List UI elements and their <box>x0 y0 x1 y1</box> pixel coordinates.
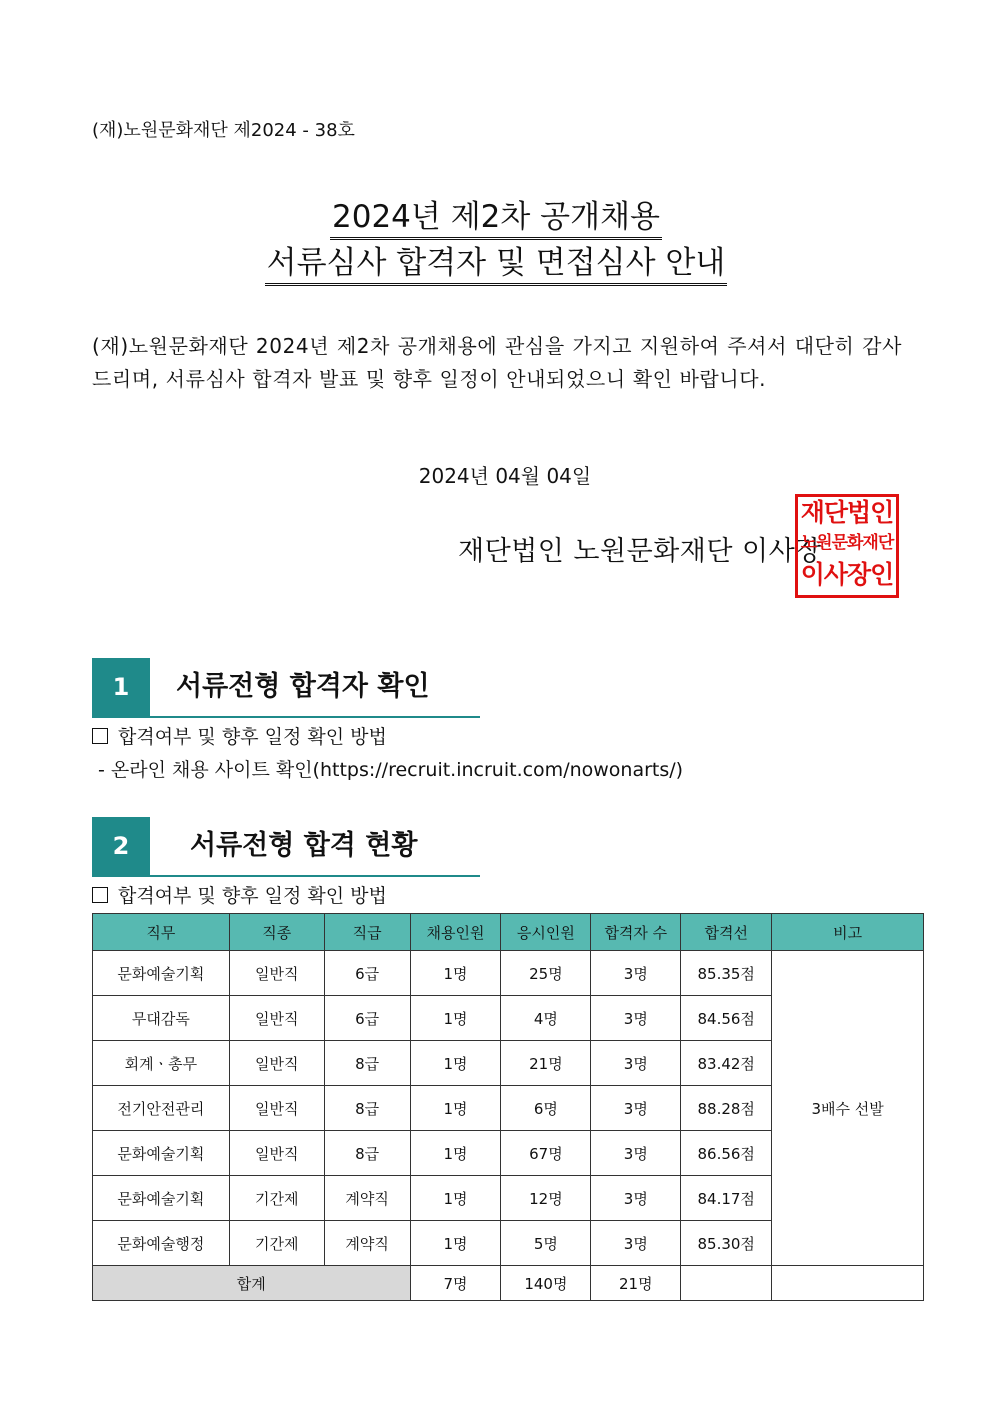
section-1-header <box>92 658 480 718</box>
table-total-row <box>93 1266 924 1301</box>
cell-hires: 1명 <box>410 1221 501 1266</box>
header-cell: 합격자 수 <box>591 914 681 951</box>
cell-job: 회계ㆍ총무 <box>93 1041 230 1086</box>
title-line-1-text: 2024년 제2차 공개채용 <box>330 198 662 240</box>
title-line-2 <box>0 244 992 286</box>
checkbox-square-icon <box>92 887 108 903</box>
title-line-2-text: 서류심사 합격자 및 면접심사 안내 <box>265 244 728 286</box>
cell-cutoff: 85.30점 <box>681 1221 772 1266</box>
cell-type: 일반직 <box>229 951 324 996</box>
cell-passed: 3명 <box>591 951 681 996</box>
cell-type: 일반직 <box>229 1086 324 1131</box>
cell-applicants: 6명 <box>501 1086 591 1131</box>
cell-passed: 3명 <box>591 1221 681 1266</box>
table-row <box>93 951 924 996</box>
document-number: (재)노원문화재단 제2024 - 38호 <box>92 120 355 141</box>
total-hires: 7명 <box>410 1266 501 1301</box>
body-paragraph: (재)노원문화재단 2024년 제2차 공개채용에 관심을 가지고 지원하여 주셔서 대단히 감사드리며, 서류심사 합격자 발표 및 향후 일정이 안내되었으니 확인 바랍니다. <box>92 334 902 391</box>
cell-passed: 3명 <box>591 996 681 1041</box>
cell-hires: 1명 <box>410 951 501 996</box>
title-line-1 <box>0 198 992 240</box>
cell-applicants: 67명 <box>501 1131 591 1176</box>
cell-hires: 1명 <box>410 1086 501 1131</box>
total-remark-empty <box>772 1266 924 1301</box>
section-1-item <box>92 722 387 749</box>
cell-grade: 6급 <box>324 996 410 1041</box>
cell-grade: 계약직 <box>324 1221 410 1266</box>
cell-hires: 1명 <box>410 1041 501 1086</box>
cell-cutoff: 88.28점 <box>681 1086 772 1131</box>
cell-type: 기간제 <box>229 1176 324 1221</box>
cell-grade: 8급 <box>324 1131 410 1176</box>
cell-hires: 1명 <box>410 1176 501 1221</box>
cell-applicants: 12명 <box>501 1176 591 1221</box>
total-label: 합계 <box>93 1266 411 1301</box>
cell-cutoff: 84.56점 <box>681 996 772 1041</box>
total-passed: 21명 <box>591 1266 681 1301</box>
section-2-title: 서류전형 합격 현황 <box>190 830 418 861</box>
cell-cutoff: 85.35점 <box>681 951 772 996</box>
cell-type: 일반직 <box>229 1131 324 1176</box>
cell-type: 기간제 <box>229 1221 324 1266</box>
cell-hires: 1명 <box>410 1131 501 1176</box>
section-2-item <box>92 881 387 908</box>
signatory: 재단법인 노원문화재단 이사장 <box>458 536 822 567</box>
cell-grade: 8급 <box>324 1041 410 1086</box>
cell-type: 일반직 <box>229 1041 324 1086</box>
header-cell: 직종 <box>229 914 324 951</box>
section-1-item-text: 합격여부 및 향후 일정 확인 방법 <box>118 726 387 748</box>
seal-line-3: 이사장인 <box>800 560 894 589</box>
section-2-header <box>92 817 480 877</box>
cell-cutoff: 84.17점 <box>681 1176 772 1221</box>
header-cell: 비고 <box>772 914 924 951</box>
cell-grade: 8급 <box>324 1086 410 1131</box>
section-1-number: 1 <box>92 658 150 716</box>
cell-applicants: 25명 <box>501 951 591 996</box>
cell-passed: 3명 <box>591 1041 681 1086</box>
section-2-number: 2 <box>92 817 150 875</box>
header-cell: 직급 <box>324 914 410 951</box>
header-cell: 응시인원 <box>501 914 591 951</box>
cell-job: 무대감독 <box>93 996 230 1041</box>
cell-passed: 3명 <box>591 1176 681 1221</box>
cell-grade: 계약직 <box>324 1176 410 1221</box>
header-cell: 합격선 <box>681 914 772 951</box>
cell-applicants: 5명 <box>501 1221 591 1266</box>
cell-passed: 3명 <box>591 1131 681 1176</box>
checkbox-square-icon <box>92 728 108 744</box>
seal-line-1: 재단법인 <box>800 498 894 527</box>
results-table <box>92 913 924 1301</box>
cell-grade: 6급 <box>324 951 410 996</box>
cell-job: 문화예술행정 <box>93 1221 230 1266</box>
document-date: 2024년 04월 04일 <box>418 464 592 488</box>
table-header-row <box>93 914 924 951</box>
header-cell: 직무 <box>93 914 230 951</box>
section-2-item-text: 합격여부 및 향후 일정 확인 방법 <box>118 885 387 907</box>
seal-line-2: 노원문화재단 <box>800 533 894 553</box>
cell-hires: 1명 <box>410 996 501 1041</box>
cell-cutoff: 86.56점 <box>681 1131 772 1176</box>
cell-job: 문화예술기획 <box>93 1176 230 1221</box>
cell-job: 전기안전관리 <box>93 1086 230 1131</box>
cell-passed: 3명 <box>591 1086 681 1131</box>
header-cell: 채용인원 <box>410 914 501 951</box>
cell-cutoff: 83.42점 <box>681 1041 772 1086</box>
cell-applicants: 21명 <box>501 1041 591 1086</box>
official-seal <box>795 494 899 598</box>
cell-job: 문화예술기획 <box>93 951 230 996</box>
total-cutoff-empty <box>681 1266 772 1301</box>
cell-remark: 3배수 선발 <box>772 951 924 1266</box>
cell-job: 문화예술기획 <box>93 1131 230 1176</box>
cell-type: 일반직 <box>229 996 324 1041</box>
section-1-sub-item: - 온라인 채용 사이트 확인(https://recruit.incruit.com/nowonarts/) <box>98 759 684 781</box>
section-1-title: 서류전형 합격자 확인 <box>176 671 430 702</box>
total-applicants: 140명 <box>501 1266 591 1301</box>
cell-applicants: 4명 <box>501 996 591 1041</box>
